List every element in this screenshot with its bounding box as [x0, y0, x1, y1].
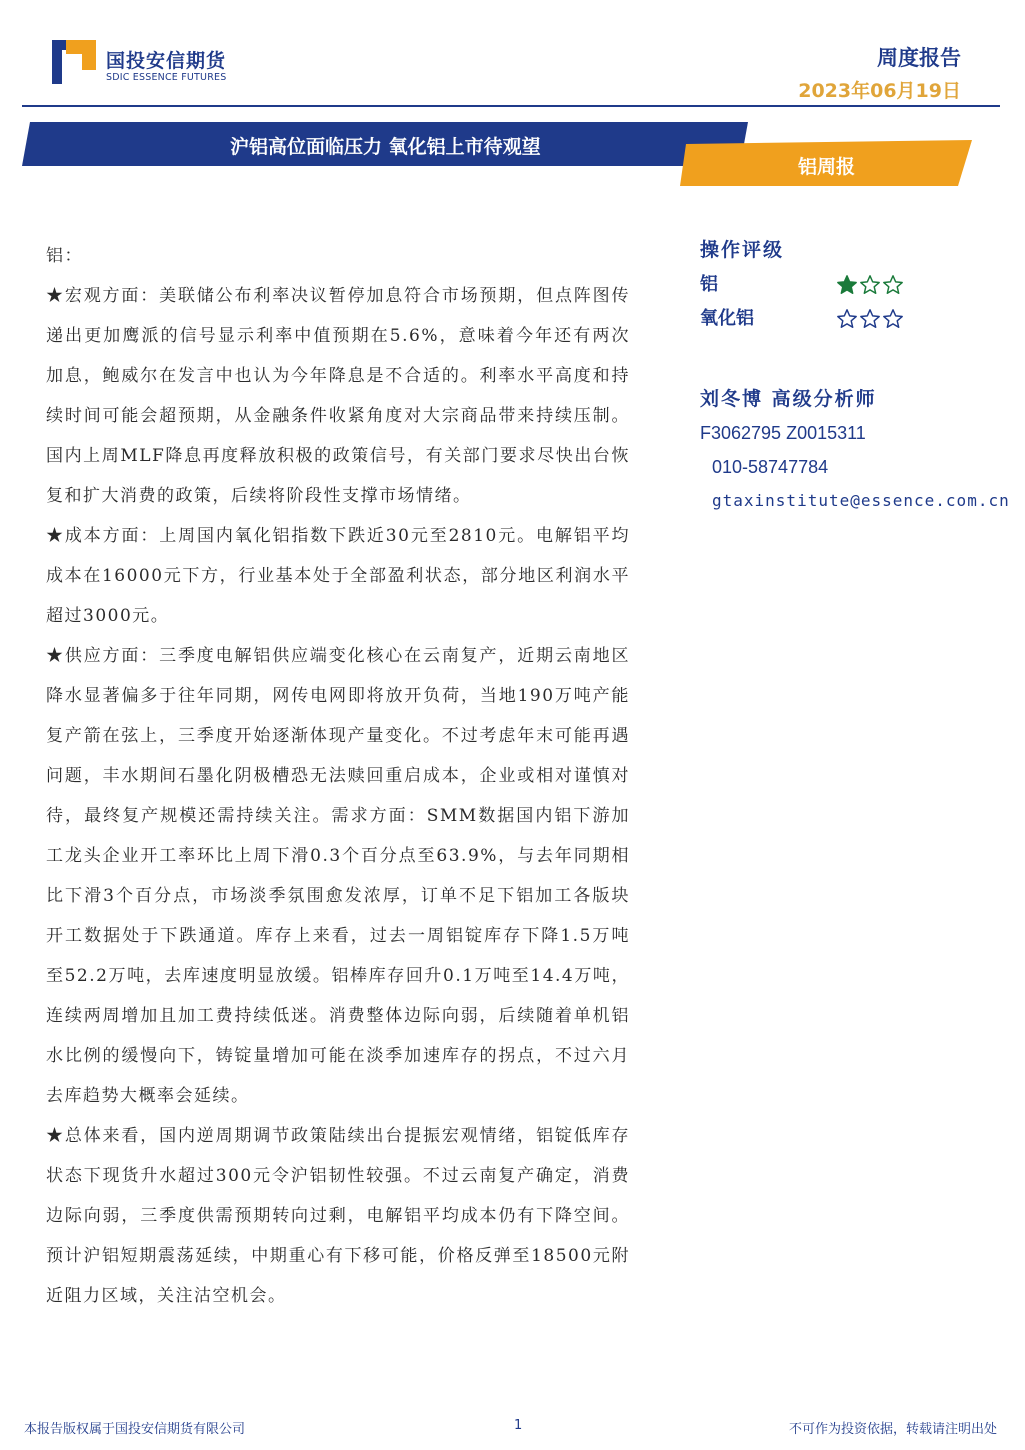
sdic-logo-icon	[52, 40, 96, 84]
logo-chinese-name: 国投安信期货	[106, 50, 227, 72]
analyst-license: F3062795 Z0015311	[700, 423, 866, 443]
analyst-phone: 010-58747784	[712, 457, 829, 477]
star-filled-icon	[836, 274, 858, 296]
report-headline: 沪铝高位面临压力 氧化铝上市待观望	[230, 136, 541, 158]
rating-row-alumina	[700, 302, 1025, 336]
star-outline-icon	[882, 274, 904, 296]
report-date: 2023年06月19日	[798, 80, 961, 102]
rating-stars	[836, 268, 904, 302]
footer-copyright: 本报告版权属于国投安信期货有限公司	[24, 1422, 246, 1437]
body-paragraph: ★供应方面：三季度电解铝供应端变化核心在云南复产，近期云南地区降水显著偏多于往年同期，网传电网即将放开负荷，当地190万吨产能复产箭在弦上，三季度开始逐渐体现产量变化。不过考虑年末可能再遇问题，丰水期间石墨化阴极槽恐无法赎回重启成本，企业或相对谨慎对待，最终复产规模还需持续关注。需求方面：SMM数据国内铝下游加工龙头企业开工率环比上周下滑0.3个百分点至63.9%，与去年同期相比下滑3个百分点，市场淡季氛围愈发浓厚，订单不足下铝加工各版块开工数据处于下跌通道。库存上来看，过去一周铝锭库存下降1.5万吨至52.2万吨，去库速度明显放缓。铝棒库存回升0.1万吨至14.4万吨，连续两周增加且加工费持续低迷。消费整体边际向弱，后续随着单机铝水比例的缓慢向下，铸锭量增加可能在淡季加速库存的拐点，不过六月去库趋势大概率会延续。	[46, 646, 630, 1106]
analyst-email[interactable]: gtaxinstitute@essence.com.cn	[712, 491, 1010, 510]
star-outline-icon	[859, 274, 881, 296]
page-number: 1	[514, 1418, 523, 1433]
star-outline-icon	[836, 308, 858, 330]
report-body	[46, 236, 630, 1316]
body-paragraph: ★总体来看，国内逆周期调节政策陆续出台提振宏观情绪，铝锭低库存状态下现货升水超过300元令沪铝韧性较强。不过云南复产确定，消费边际向弱，三季度供需预期转向过剩，电解铝平均成本仍有下降空间。预计沪铝短期震荡延续，中期重心有下移可能，价格反弹至18500元附近阻力区域，关注沽空机会。	[46, 1126, 630, 1306]
company-logo	[52, 40, 242, 90]
body-paragraph: 铝：	[46, 246, 83, 266]
star-outline-icon	[882, 308, 904, 330]
footer-disclaimer: 不可作为投资依据，转载请注明出处	[788, 1422, 997, 1437]
report-category-tag: 铝周报	[798, 156, 856, 178]
body-paragraph: ★成本方面：上周国内氧化铝指数下跌近30元至2810元。电解铝平均成本在16000元下方，行业基本处于全部盈利状态，部分地区利润水平超过3000元。	[46, 526, 630, 626]
rating-label: 铝	[700, 274, 718, 295]
header-divider	[22, 105, 1000, 107]
body-paragraph: ★宏观方面：美联储公布利率决议暂停加息符合市场预期，但点阵图传递出更加鹰派的信号显示利率中值预期在5.6%，意味着今年还有两次加息，鲍威尔在发言中也认为今年降息是不合适的。利率水平高度和持续时间可能会超预期，从金融条件收紧角度对大宗商品带来持续压制。国内上周MLF降息再度释放积极的政策信号，有关部门要求尽快出台恢复和扩大消费的政策，后续将阶段性支撑市场情绪。	[46, 286, 630, 506]
rating-stars	[836, 302, 904, 336]
star-outline-icon	[859, 308, 881, 330]
rating-row-aluminum	[700, 268, 1025, 302]
report-type: 周度报告	[877, 46, 961, 70]
sidebar	[700, 232, 1025, 518]
logo-english-name: SDIC ESSENCE FUTURES	[106, 72, 227, 83]
rating-label: 氧化铝	[700, 308, 754, 329]
analyst-name: 刘冬博 高级分析师	[700, 388, 877, 410]
rating-title: 操作评级	[700, 239, 785, 261]
